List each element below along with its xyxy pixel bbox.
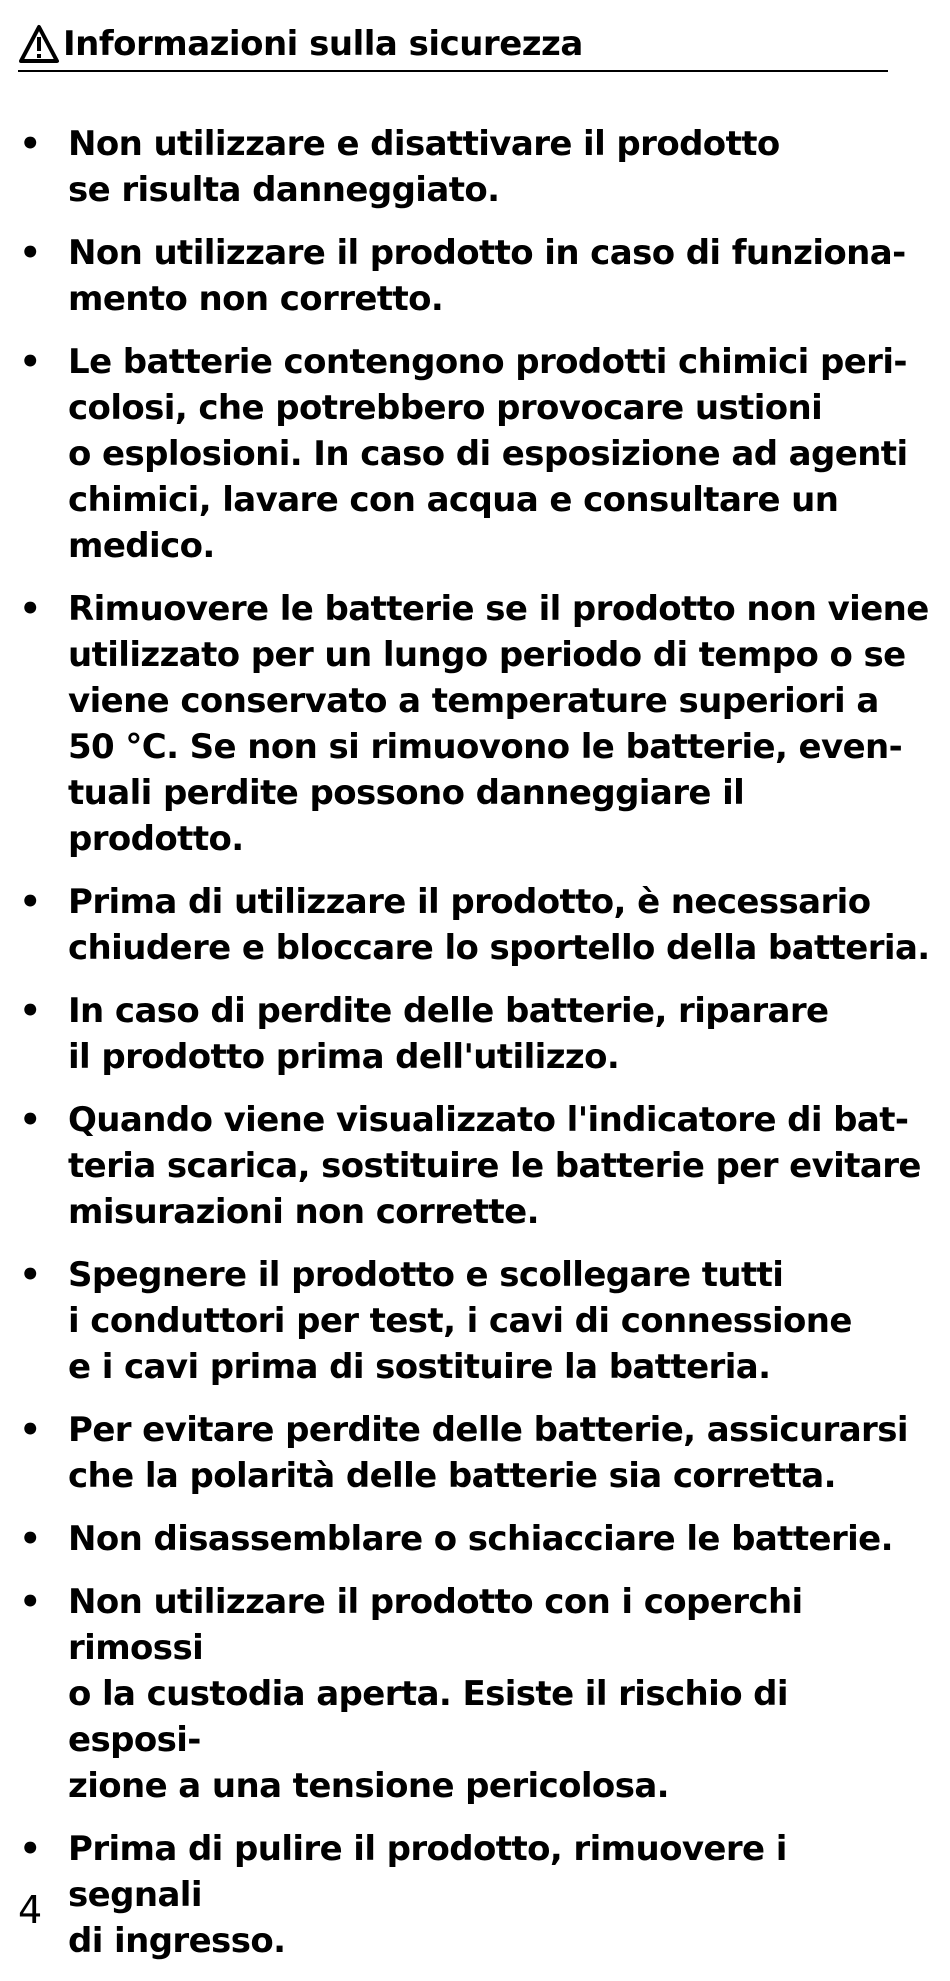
bullet: • bbox=[19, 882, 41, 922]
list-item bbox=[0, 1097, 950, 1235]
bullet: • bbox=[19, 1829, 41, 1869]
list-item-text: Non disassemblare o schiacciare le batterie. bbox=[68, 1519, 893, 1559]
bullet: • bbox=[19, 124, 41, 164]
bullet: • bbox=[19, 589, 41, 629]
list-item bbox=[0, 1826, 950, 1964]
bullet: • bbox=[19, 1100, 41, 1140]
page-number: 4 bbox=[18, 1888, 43, 1932]
list-item-text: Prima di pulire il prodotto, rimuovere i segnali di ingresso. bbox=[68, 1829, 787, 1961]
section-title: Informazioni sulla sicurezza bbox=[63, 24, 583, 64]
list-item-text: Quando viene visualizzato l'indicatore di bat- teria scarica, sostituire le batterie per evitare misurazioni non corrette. bbox=[68, 1100, 921, 1232]
list-item-text: Spegnere il prodotto e scollegare tutti i conduttori per test, i cavi di connessione e i cavi prima di sostituire la batteria. bbox=[68, 1255, 852, 1387]
section-header bbox=[18, 18, 888, 72]
list-item bbox=[0, 1252, 950, 1390]
list-item bbox=[0, 988, 950, 1080]
list-item-text: Non utilizzare e disattivare il prodotto se risulta danneggiato. bbox=[68, 124, 780, 210]
list-item-text: Per evitare perdite delle batterie, assicurarsi che la polarità delle batterie sia corretta. bbox=[68, 1410, 908, 1496]
list-item bbox=[0, 1516, 950, 1562]
list-item-text: In caso di perdite delle batterie, riparare il prodotto prima dell'utilizzo. bbox=[68, 991, 829, 1077]
bullet: • bbox=[19, 342, 41, 382]
bullet: • bbox=[19, 1519, 41, 1559]
list-item-text: Non utilizzare il prodotto in caso di funziona- mento non corretto. bbox=[68, 233, 906, 319]
bullet: • bbox=[19, 1255, 41, 1295]
bullet: • bbox=[19, 1410, 41, 1450]
bullet: • bbox=[19, 1582, 41, 1622]
safety-list bbox=[0, 121, 950, 1981]
list-item-text: Non utilizzare il prodotto con i coperchi rimossi o la custodia aperta. Esiste il rischio di esposi- zione a una tensione pericolosa. bbox=[68, 1582, 803, 1806]
bullet: • bbox=[19, 991, 41, 1031]
list-item bbox=[0, 879, 950, 971]
list-item-text: Le batterie contengono prodotti chimici peri- colosi, che potrebbero provocare ustioni o esplosioni. In caso di esposizione ad agenti chimici, lavare con acqua e consultare un medico. bbox=[68, 342, 908, 566]
warning-triangle-icon bbox=[18, 23, 60, 65]
list-item-text: Prima di utilizzare il prodotto, è necessario chiudere e bloccare lo sportello della batteria. bbox=[68, 882, 930, 968]
bullet: • bbox=[19, 233, 41, 273]
list-item bbox=[0, 339, 950, 569]
list-item bbox=[0, 121, 950, 213]
list-item bbox=[0, 1407, 950, 1499]
list-item bbox=[0, 1579, 950, 1809]
list-item-text: Rimuovere le batterie se il prodotto non viene utilizzato per un lungo periodo di tempo o se viene conservato a temperature superiori a 50 °C. Se non si rimuovono le batterie, even- tuali perdite possono danneggiare il prodotto. bbox=[68, 589, 929, 859]
list-item bbox=[0, 230, 950, 322]
list-item bbox=[0, 586, 950, 862]
